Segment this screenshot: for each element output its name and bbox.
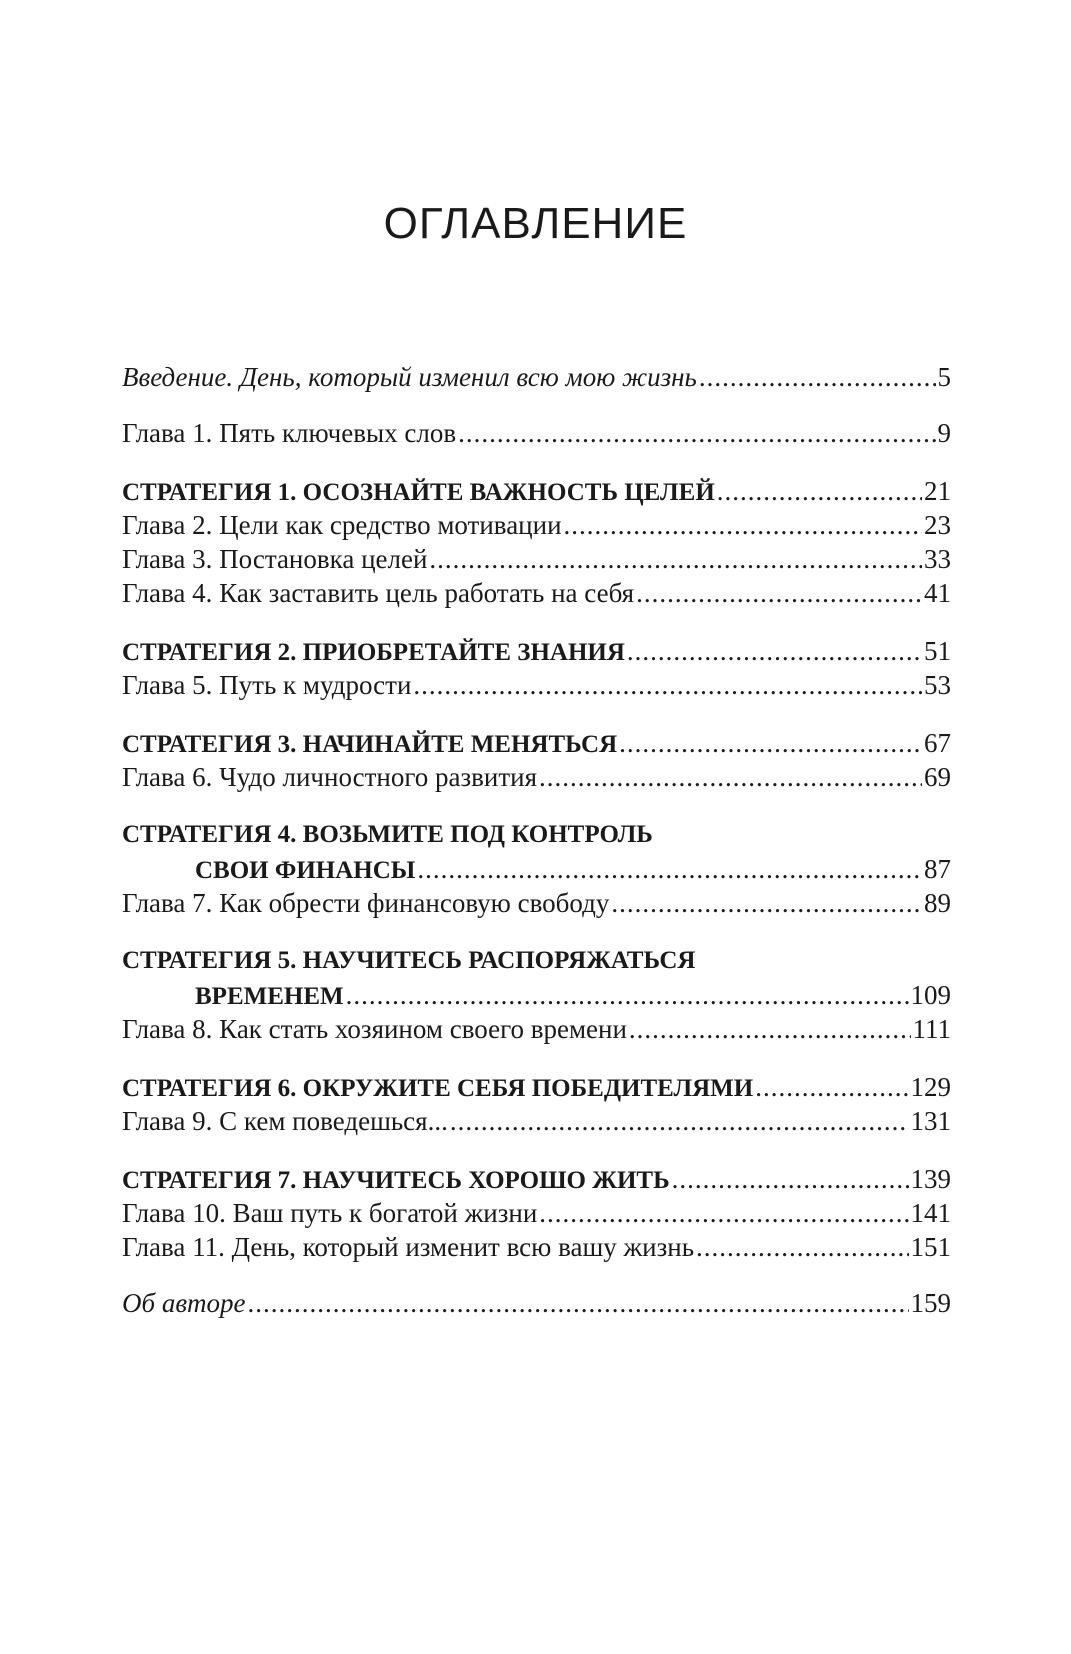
toc-entry-chapter-7[interactable] — [122, 886, 951, 920]
toc-entry-page: 109 — [910, 980, 951, 1010]
toc-entry-chapter-4[interactable] — [122, 576, 951, 610]
toc-entry-text: СТРАТЕГИЯ 7. НАУЧИТЕСЬ ХОРОШО ЖИТЬ — [122, 1167, 670, 1194]
dot-leader — [539, 1196, 908, 1230]
dot-leader — [564, 508, 922, 542]
toc-entry-strategy-4-cont — [122, 852, 951, 886]
dot-leader — [699, 360, 936, 394]
toc-entry-chapter-9[interactable] — [122, 1104, 951, 1138]
dot-leader — [429, 542, 922, 576]
toc-entry-text: Глава 8. Как стать хозяином своего времени — [122, 1014, 627, 1044]
dot-leader — [629, 1012, 911, 1046]
toc-entry-strategy-5-cont — [122, 978, 951, 1012]
toc-entry-page: 139 — [910, 1164, 951, 1194]
toc-entry-page: 51 — [924, 636, 951, 666]
dot-leader — [539, 760, 922, 794]
toc-entry-page: 5 — [937, 362, 951, 392]
dot-leader — [627, 634, 922, 668]
dot-leader — [450, 1104, 909, 1138]
dot-leader — [346, 978, 909, 1012]
toc-entry-page: 69 — [924, 762, 951, 792]
toc-entry-chapter-1[interactable] — [122, 416, 951, 450]
toc-entry-page: 53 — [924, 670, 951, 700]
toc-entry-strategy-5[interactable] — [122, 944, 951, 1012]
toc-entry-page: 151 — [910, 1232, 951, 1262]
toc-entry-page: 23 — [924, 510, 951, 540]
dot-leader — [611, 886, 922, 920]
toc-entry-text: СВОИ ФИНАНСЫ — [195, 857, 416, 884]
toc-entry-chapter-2[interactable] — [122, 508, 951, 542]
toc-entry-page: 33 — [924, 544, 951, 574]
toc-entry-page: 111 — [912, 1014, 951, 1044]
toc-entry-chapter-8[interactable] — [122, 1012, 951, 1046]
dot-leader — [458, 416, 935, 450]
toc-entry-introduction[interactable] — [122, 360, 951, 394]
toc-entry-text: Глава 3. Постановка целей — [122, 544, 428, 574]
toc-entry-text: ВРЕМЕНЕМ — [195, 983, 344, 1010]
toc-entry-chapter-10[interactable] — [122, 1196, 951, 1230]
toc-entry-text: СТРАТЕГИЯ 6. ОКРУЖИТЕ СЕБЯ ПОБЕДИТЕЛЯМИ — [122, 1075, 754, 1102]
dot-leader — [636, 576, 922, 610]
toc-entry-chapter-6[interactable] — [122, 760, 951, 794]
toc-entry-text: Глава 1. Пять ключевых слов — [122, 418, 457, 448]
toc-entry-page: 21 — [924, 476, 951, 506]
toc-entry-page: 67 — [924, 728, 951, 758]
toc-entry-text: Глава 11. День, который изменит всю вашу жизнь — [122, 1232, 695, 1262]
dot-leader — [717, 474, 922, 508]
dot-leader — [672, 1162, 909, 1196]
table-of-contents — [122, 360, 951, 1320]
toc-entry-text: Об авторе — [122, 1288, 246, 1318]
toc-entry-text: СТРАТЕГИЯ 1. ОСОЗНАЙТЕ ВАЖНОСТЬ ЦЕЛЕЙ — [122, 479, 715, 506]
toc-entry-chapter-11[interactable] — [122, 1230, 951, 1264]
dot-leader — [696, 1230, 908, 1264]
page-title: ОГЛАВЛЕНИЕ — [383, 199, 688, 248]
toc-entry-chapter-3[interactable] — [122, 542, 951, 576]
toc-entry-strategy-7[interactable] — [122, 1162, 951, 1196]
toc-entry-chapter-5[interactable] — [122, 668, 951, 702]
toc-entry-page: 131 — [910, 1106, 951, 1136]
toc-entry-page: 41 — [924, 578, 951, 608]
toc-entry-text: Глава 2. Цели как средство мотивации — [122, 510, 562, 540]
toc-entry-page: 9 — [937, 418, 951, 448]
toc-entry-page: 89 — [924, 888, 951, 918]
toc-entry-page: 87 — [924, 854, 951, 884]
toc-entry-strategy-4[interactable] — [122, 818, 951, 886]
toc-entry-text: Глава 9. С кем поведешься... — [122, 1106, 448, 1136]
toc-entry-about-author[interactable] — [122, 1286, 951, 1320]
toc-entry-text: Глава 10. Ваш путь к богатой жизни — [122, 1198, 538, 1228]
toc-entry-text: Глава 6. Чудо личностного развития — [122, 762, 538, 792]
toc-entry-text: СТРАТЕГИЯ 3. НАЧИНАЙТЕ МЕНЯТЬСЯ — [122, 731, 618, 758]
toc-entry-text: СТРАТЕГИЯ 2. ПРИОБРЕТАЙТЕ ЗНАНИЯ — [122, 639, 625, 666]
dot-leader — [755, 1070, 908, 1104]
toc-entry-strategy-6[interactable] — [122, 1070, 951, 1104]
toc-entry-strategy-1[interactable] — [122, 474, 951, 508]
toc-entry-text-line1: СТРАТЕГИЯ 5. НАУЧИТЕСЬ РАСПОРЯЖАТЬСЯ — [122, 947, 696, 974]
dot-leader — [248, 1286, 909, 1320]
toc-entry-text: Введение. День, который изменил всю мою жизнь — [122, 362, 697, 392]
toc-entry-text: Глава 4. Как заставить цель работать на себя — [122, 578, 635, 608]
dot-leader — [417, 852, 922, 886]
dot-leader — [619, 726, 922, 760]
toc-entry-page: 141 — [910, 1198, 951, 1228]
toc-entry-text: Глава 5. Путь к мудрости — [122, 670, 412, 700]
toc-entry-strategy-2[interactable] — [122, 634, 951, 668]
toc-entry-text: Глава 7. Как обрести финансовую свободу — [122, 888, 610, 918]
toc-entry-strategy-3[interactable] — [122, 726, 951, 760]
toc-entry-page: 159 — [910, 1288, 951, 1318]
toc-entry-text-line1: СТРАТЕГИЯ 4. ВОЗЬМИТЕ ПОД КОНТРОЛЬ — [122, 821, 653, 848]
toc-entry-page: 129 — [910, 1072, 951, 1102]
dot-leader — [413, 668, 922, 702]
